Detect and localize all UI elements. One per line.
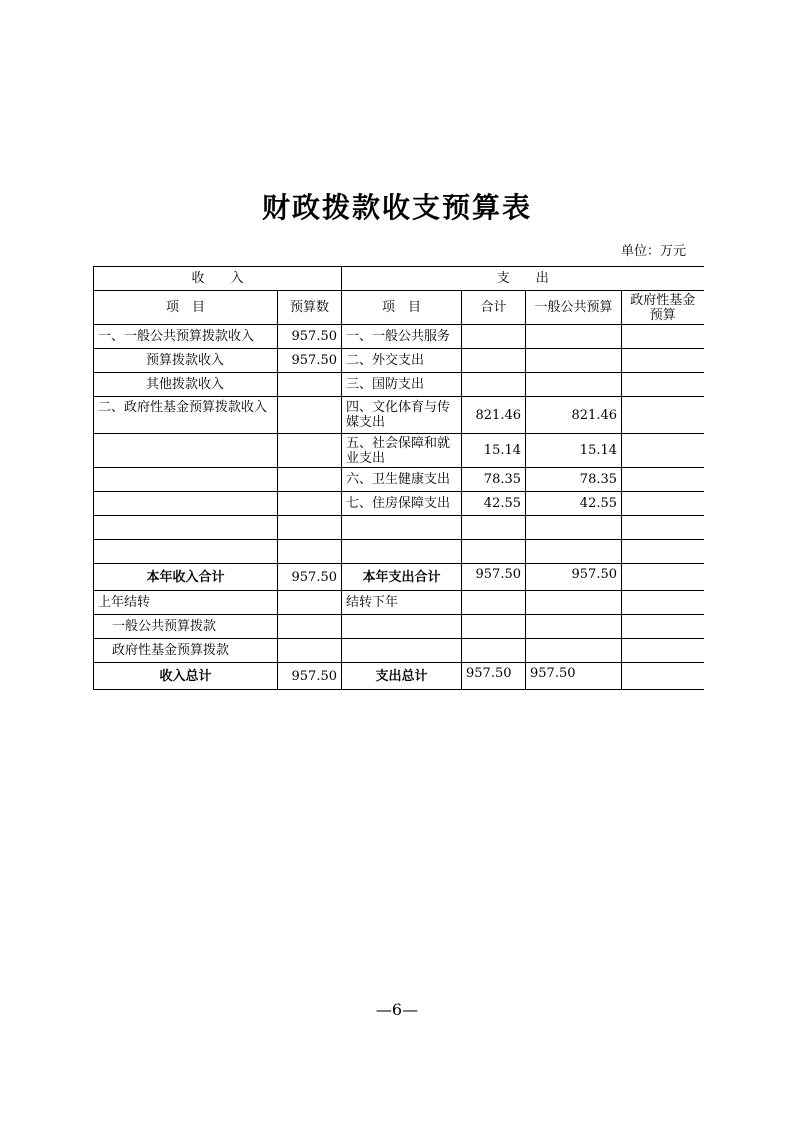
empty-cell	[462, 639, 526, 663]
empty-cell	[462, 615, 526, 639]
empty-cell	[278, 516, 342, 540]
empty-cell	[622, 591, 704, 615]
empty-cell	[622, 516, 704, 540]
empty-cell	[278, 639, 342, 663]
empty-cell	[278, 540, 342, 564]
empty-cell	[526, 540, 622, 564]
expense-item: 五、社会保障和就业支出	[342, 434, 462, 468]
expense-fund	[622, 468, 704, 492]
empty-cell	[342, 639, 462, 663]
year-income-total-value: 957.50	[278, 564, 342, 591]
empty-cell	[622, 639, 704, 663]
expense-total: 78.35	[462, 468, 526, 492]
empty-cell	[526, 516, 622, 540]
expense-total: 15.14	[462, 434, 526, 468]
year-expense-total-value: 957.50	[462, 564, 526, 591]
table-row	[94, 591, 704, 615]
empty-cell	[622, 615, 704, 639]
income-value	[278, 434, 342, 468]
table-row	[94, 349, 704, 373]
year-total-row	[94, 564, 704, 591]
empty-cell	[526, 615, 622, 639]
expense-general: 42.55	[526, 492, 622, 516]
table-row	[94, 397, 704, 434]
carry-to-next-year: 结转下年	[342, 591, 462, 615]
income-value: 957.50	[278, 325, 342, 349]
grand-expense-total-label: 支出总计	[342, 663, 462, 690]
income-value: 957.50	[278, 349, 342, 373]
grand-income-total-value: 957.50	[278, 663, 342, 690]
table-row	[94, 615, 704, 639]
income-value	[278, 373, 342, 397]
expense-fund	[622, 325, 704, 349]
expense-general	[526, 373, 622, 397]
empty-cell	[622, 564, 704, 591]
page-title: 财政拨款收支预算表	[261, 191, 532, 224]
table-row	[94, 325, 704, 349]
empty-cell	[526, 639, 622, 663]
income-item: 其他拨款收入	[94, 373, 278, 397]
expense-fund	[622, 492, 704, 516]
expense-total	[462, 373, 526, 397]
expense-item: 二、外交支出	[342, 349, 462, 373]
expense-item-header: 项 目	[342, 291, 462, 325]
expense-fund	[622, 373, 704, 397]
table-row	[94, 516, 704, 540]
income-value	[278, 492, 342, 516]
year-income-total-label: 本年收入合计	[94, 564, 278, 591]
budget-table	[93, 266, 704, 690]
table-row	[94, 468, 704, 492]
empty-cell	[94, 540, 278, 564]
empty-cell	[278, 591, 342, 615]
table-row	[94, 434, 704, 468]
empty-cell	[342, 516, 462, 540]
income-item: 二、政府性基金预算拨款收入	[94, 397, 278, 434]
empty-cell	[462, 516, 526, 540]
income-item: 预算拨款收入	[94, 349, 278, 373]
table-row	[94, 639, 704, 663]
income-item	[94, 434, 278, 468]
expense-item: 七、住房保障支出	[342, 492, 462, 516]
page-number: —6—	[375, 1000, 419, 1019]
expense-general-header: 一般公共预算	[526, 291, 622, 325]
expense-total: 42.55	[462, 492, 526, 516]
empty-cell	[342, 615, 462, 639]
income-item-header: 项 目	[94, 291, 278, 325]
expense-general: 78.35	[526, 468, 622, 492]
expense-fund	[622, 397, 704, 434]
empty-cell	[462, 591, 526, 615]
last-year-carryover: 上年结转	[94, 591, 278, 615]
expense-fund	[622, 349, 704, 373]
income-value	[278, 397, 342, 434]
year-expense-total-label: 本年支出合计	[342, 564, 462, 591]
grand-total-row	[94, 663, 704, 690]
income-item: 一、一般公共预算拨款收入	[94, 325, 278, 349]
expense-general	[526, 349, 622, 373]
empty-cell	[462, 540, 526, 564]
grand-income-total-label: 收入总计	[94, 663, 278, 690]
grand-expense-general-value: 957.50	[526, 663, 622, 690]
grand-expense-total-value: 957.50	[462, 663, 526, 690]
empty-cell	[342, 540, 462, 564]
expense-section-header: 支 出	[342, 267, 704, 291]
empty-cell	[622, 663, 704, 690]
empty-cell	[526, 591, 622, 615]
expense-item: 三、国防支出	[342, 373, 462, 397]
carry-fund-grant: 政府性基金预算拨款	[94, 639, 278, 663]
expense-general: 821.46	[526, 397, 622, 434]
income-value	[278, 468, 342, 492]
expense-total: 821.46	[462, 397, 526, 434]
expense-general: 15.14	[526, 434, 622, 468]
expense-total-header: 合计	[462, 291, 526, 325]
income-section-header: 收 入	[94, 267, 342, 291]
expense-total	[462, 325, 526, 349]
table-row	[94, 492, 704, 516]
table-row	[94, 540, 704, 564]
expense-item: 四、文化体育与传媒支出	[342, 397, 462, 434]
table-row	[94, 373, 704, 397]
income-item	[94, 468, 278, 492]
expense-general	[526, 325, 622, 349]
empty-cell	[622, 540, 704, 564]
year-expense-general-value: 957.50	[526, 564, 622, 591]
unit-label: 单位：万元	[620, 244, 686, 259]
expense-fund	[622, 434, 704, 468]
expense-total	[462, 349, 526, 373]
expense-item: 六、卫生健康支出	[342, 468, 462, 492]
income-budget-header: 预算数	[278, 291, 342, 325]
empty-cell	[278, 615, 342, 639]
expense-fund-header: 政府性基金预算	[622, 291, 704, 325]
income-item	[94, 492, 278, 516]
empty-cell	[94, 516, 278, 540]
carry-general-grant: 一般公共预算拨款	[94, 615, 278, 639]
expense-item: 一、一般公共服务	[342, 325, 462, 349]
